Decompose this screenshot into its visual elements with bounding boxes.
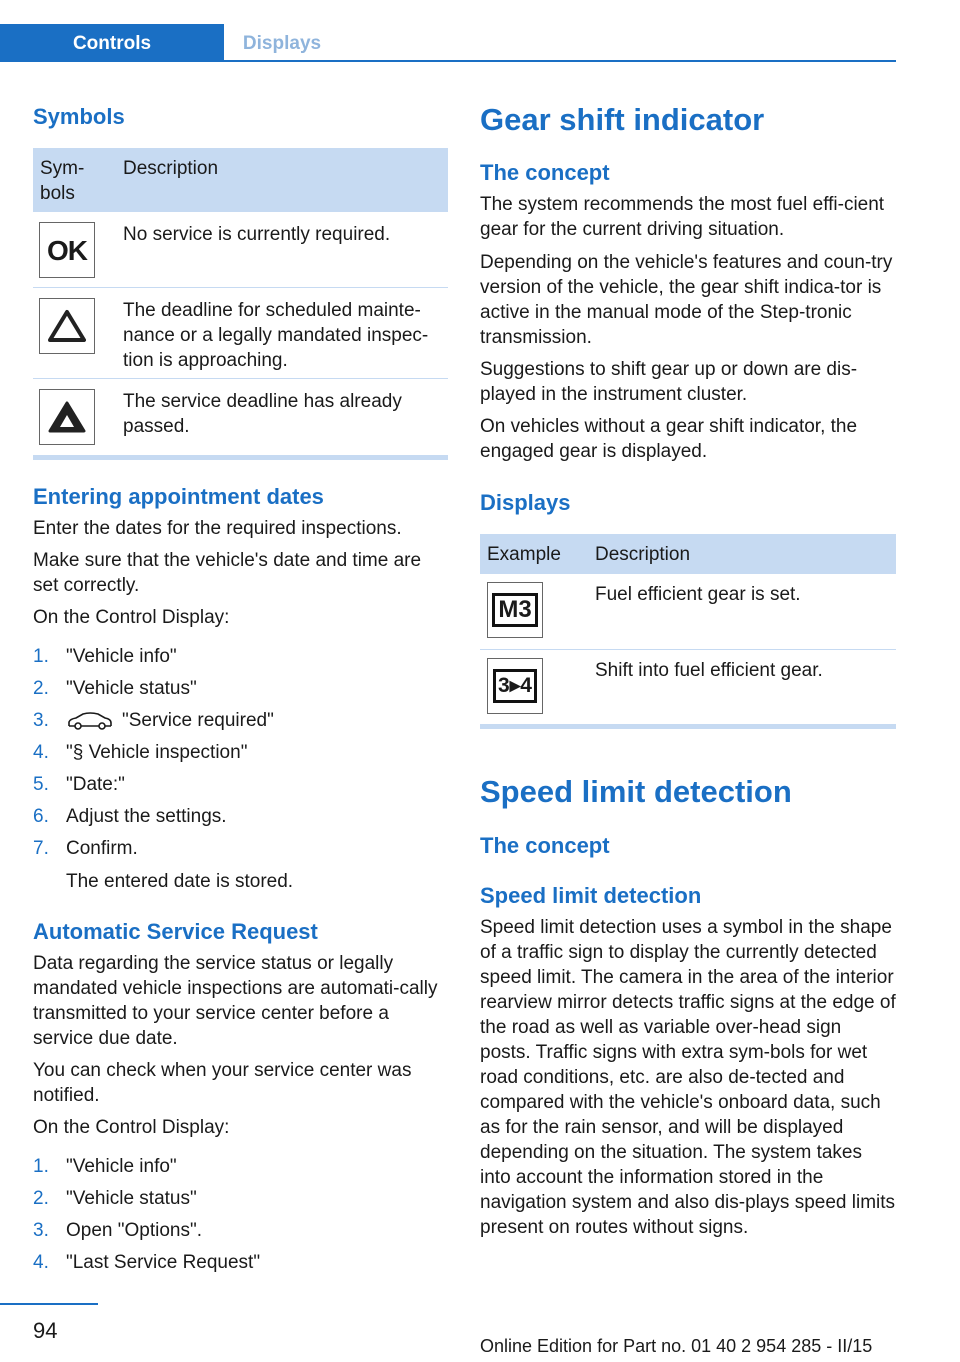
list-number: 1. xyxy=(33,1156,49,1177)
displays-heading: Displays xyxy=(480,490,571,515)
row-description: The deadline for scheduled mainte- nance or a legally mandated inspec- tion is approaching. xyxy=(123,300,429,371)
list-item xyxy=(33,1186,448,1218)
asr-paragraph: Data regarding the service status or legally mandated vehicle inspections are automati-cally transmitted to your service center before a service due date. xyxy=(33,953,438,1049)
list-text: "Date:" xyxy=(66,774,125,795)
list-text: "Vehicle status" xyxy=(66,1188,197,1209)
appointments-heading: Entering appointment dates xyxy=(33,484,324,509)
list-text: "Last Service Request" xyxy=(66,1252,261,1273)
row-description: Fuel efficient gear is set. xyxy=(595,584,801,605)
list-item xyxy=(33,1218,448,1250)
speed-sub-heading: Speed limit detection xyxy=(480,883,702,908)
list-text-label: "Service required" xyxy=(122,710,274,731)
list-item xyxy=(33,772,448,804)
column-header-description: Description xyxy=(595,544,691,565)
list-number: 3. xyxy=(33,1220,49,1241)
asr-paragraph: You can check when your service center was notified. xyxy=(33,1060,412,1106)
speed-paragraph: Speed limit detection uses a symbol in the shape of a traffic sign to display the currently detected speed limit. The camera in the area of the interior rearview mirror detects traffic signs at the edge of the road as well as variable over-head sign posts. Traffic signs with extra sym-bols for wet road conditions, etc. are also de-tected and compared with the vehicle's onboard data, such as for the rain sensor, and will be displayed depending on the situation. The system takes into account the information stored in the navigation system and also dis-plays speed limits present on routes without signs. xyxy=(480,917,896,1238)
list-item xyxy=(33,1250,448,1282)
symbols-heading: Symbols xyxy=(33,104,125,129)
column-header-description: Description xyxy=(123,158,219,179)
list-text: Confirm. xyxy=(66,838,138,859)
list-text: Open "Options". xyxy=(66,1220,203,1241)
row-description: Shift into fuel efficient gear. xyxy=(595,660,823,681)
list-note xyxy=(33,869,448,901)
row-description: No service is currently required. xyxy=(123,224,391,245)
car-icon xyxy=(66,711,114,731)
gear-shift-icon xyxy=(487,658,543,714)
edition-note: Online Edition for Part no. 01 40 2 954 285 - II/15 xyxy=(480,1336,873,1356)
list-number: 2. xyxy=(33,678,49,699)
list-text xyxy=(66,708,274,733)
list-number: 7. xyxy=(33,838,49,859)
table-end-rule xyxy=(33,455,448,460)
gear-heading: Gear shift indicator xyxy=(480,102,765,137)
list-text: "Vehicle info" xyxy=(66,1156,177,1177)
list-item xyxy=(33,644,448,676)
list-number: 3. xyxy=(33,710,49,731)
gear-shift-label: 3▸4 xyxy=(493,669,537,703)
gear-paragraph: Suggestions to shift gear up or down are dis-played in the instrument cluster. xyxy=(480,359,858,405)
row-description: The service deadline has already passed. xyxy=(123,391,402,437)
column-header-symbols: Sym- bols xyxy=(40,158,85,204)
gear-paragraph: The system recommends the most fuel effi-cient gear for the current driving situation. xyxy=(480,194,885,240)
list-number: 4. xyxy=(33,742,49,763)
asr-heading: Automatic Service Request xyxy=(33,919,318,944)
list-number: 5. xyxy=(33,774,49,795)
table-row xyxy=(33,288,448,379)
list-number: 1. xyxy=(33,646,49,667)
gear-m3-label: M3 xyxy=(492,593,537,627)
ok-icon: OK xyxy=(39,222,95,278)
list-text: "Vehicle info" xyxy=(66,646,177,667)
list-number: 2. xyxy=(33,1188,49,1209)
gear-m3-icon xyxy=(487,582,543,638)
table-row xyxy=(480,574,896,650)
table-end-rule xyxy=(480,724,896,729)
concept-heading: The concept xyxy=(480,160,610,185)
asr-paragraph: On the Control Display: xyxy=(33,1117,230,1138)
appointments-paragraph: Enter the dates for the required inspections. xyxy=(33,518,402,539)
footer-rule xyxy=(0,1303,98,1305)
list-item xyxy=(33,708,448,740)
list-item xyxy=(33,1154,448,1186)
list-text: "§ Vehicle inspection" xyxy=(66,742,248,763)
list-text: Adjust the settings. xyxy=(66,806,227,827)
table-row xyxy=(33,212,448,288)
column-header-example: Example xyxy=(487,544,561,565)
table-header xyxy=(480,534,896,574)
appointments-paragraph: On the Control Display: xyxy=(33,607,230,628)
gear-paragraph: On vehicles without a gear shift indicator, the engaged gear is displayed. xyxy=(480,416,858,462)
warning-triangle-filled-icon xyxy=(39,389,95,445)
speed-heading: Speed limit detection xyxy=(480,774,792,809)
page-header xyxy=(0,0,960,62)
table-row xyxy=(33,379,448,457)
page-number: 94 xyxy=(33,1318,58,1343)
list-item xyxy=(33,676,448,708)
list-item xyxy=(33,740,448,772)
list-number: 4. xyxy=(33,1252,49,1273)
tab-controls[interactable]: Controls xyxy=(0,24,224,62)
list-note-text: The entered date is stored. xyxy=(66,871,294,892)
warning-triangle-outline-icon xyxy=(39,298,95,354)
list-text: "Vehicle status" xyxy=(66,678,197,699)
table-header xyxy=(33,148,448,212)
tab-displays[interactable]: Displays xyxy=(242,32,322,54)
table-row xyxy=(480,650,896,724)
header-rule xyxy=(224,60,896,62)
appointments-paragraph: Make sure that the vehicle's date and time are set correctly. xyxy=(33,550,422,596)
speed-concept-heading: The concept xyxy=(480,833,610,858)
list-number: 6. xyxy=(33,806,49,827)
gear-paragraph: Depending on the vehicle's features and coun-try version of the vehicle, the gear shift indica-tor is active in the manual mode of the Step-tronic transmission. xyxy=(480,252,893,348)
list-item xyxy=(33,836,448,868)
list-item xyxy=(33,804,448,836)
